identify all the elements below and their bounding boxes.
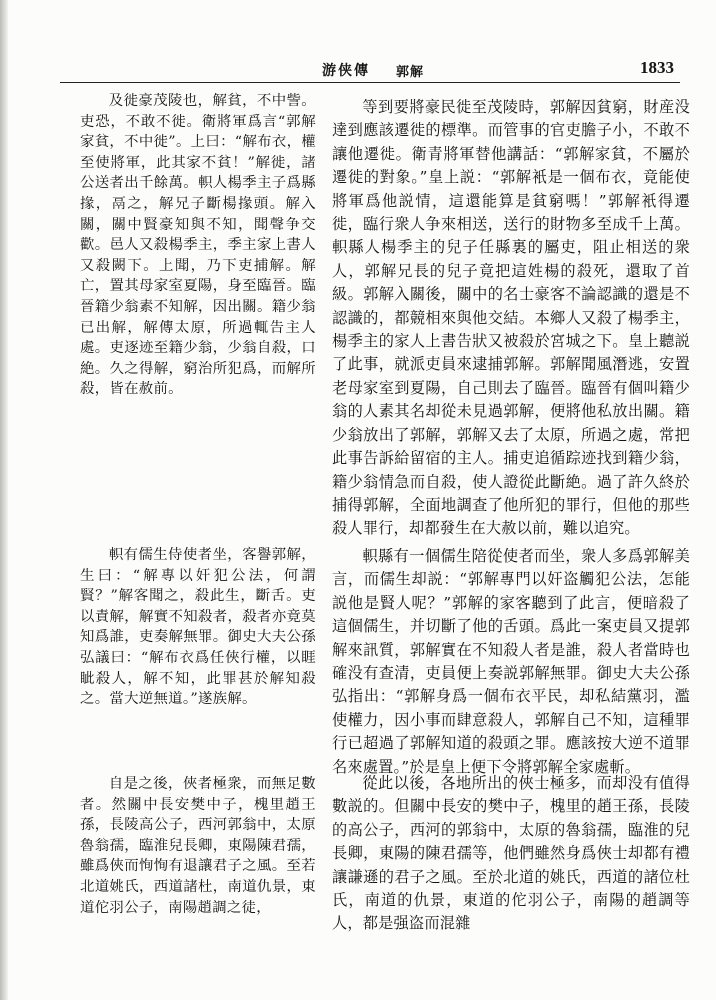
translation-paragraph-2 <box>332 545 690 779</box>
page-edge-shadow <box>0 0 8 1000</box>
running-title: 游侠傳 <box>322 63 370 79</box>
classical-text: 軹有儒生侍使者坐，客譽郭解，生曰：“解專以奸犯公法，何謂賢？”解客聞之，殺此生，斷舌。吏以責解，解實不知殺者，殺者亦竟莫知爲誰，吏奏解無罪。御史大夫公孫弘議曰：“解布衣爲任俠行權，以睚眦殺人，解不知，此罪甚於解知殺之。當大逆無道。”遂族解。 <box>80 547 316 708</box>
translation-text: 從此以後，各地所出的俠士極多，而却没有值得數説的。但關中長安的樊中子，槐里的趙王孫，長陵的高公子，西河的郭翁中，太原的魯翁孺，臨淮的兒長卿，東陽的陳君孺等，他們雖然身爲俠士却都有禮讓謙遜的君子之風。至於北道的姚氏，西道的諸位杜氏，南道的仇景，東道的佗羽公子，南陽的趙調等人，都是强盗而混雜 <box>332 774 690 933</box>
translation-paragraph-3 <box>332 772 690 936</box>
header-rule <box>60 82 680 83</box>
classical-text: 及徙豪茂陵也，解貧，不中訾。吏恐，不敢不徙。衛將軍爲言“郭解家貧，不中徙”。上曰：“解布衣，權至使將軍，此其家不貧！”解徙，諸公送者出千餘萬。軹人楊季主子爲縣掾，鬲之，解兄子斷楊掾頭。解入關，關中賢豪知與不知，聞聲争交歡。邑人又殺楊季主，季主家上書人又殺闕下。上聞，乃下吏捕解。解亡，置其母家室夏陽，身至臨晉。臨晉籍少翁素不知解，因出關。籍少翁已出解，解傳太原，所過輒告主人處。吏逐迹至籍少翁，少翁自殺，口絶。久之得解，窮治所犯爲，而解所殺，皆在赦前。 <box>80 93 316 398</box>
page-number: 1833 <box>640 58 674 77</box>
classical-text: 自是之後，俠者極衆，而無足數者。然關中長安樊中子，槐里趙王孫，長陵高公子，西河郭翁中，太原魯翁孺，臨淮兒長卿，東陽陳君孺，雖爲俠而恂恂有退讓君子之風。至若北道姚氏，西道諸杜，南道仇景，東道佗羽公子，南陽趙調之徒， <box>80 776 316 916</box>
translation-paragraph-1 <box>332 96 690 541</box>
classical-paragraph-1 <box>80 91 316 400</box>
translation-text: 等到要將豪民徙至茂陵時，郭解因貧窮，財産没達到應該遷徙的標準。而管事的官吏膽子小，不敢不讓他遷徙。衛青將軍替他講話：“郭解家貧，不屬於遷徙的對象。”皇上説：“郭解衹是一個布衣，竟能使將軍爲他説情，這還能算是貧窮嗎！”郭解衹得遷徙，臨行衆人争來相送，送行的財物多至成千上萬。軹縣人楊季主的兒子任縣裏的屬吏，阻止相送的衆人，郭解兄長的兒子竟把這姓楊的殺死，還取了首級。郭解入關後，關中的名士豪客不論認識的還是不認識的，都競相來與他交結。本鄉人又殺了楊季主，楊季主的家人上書告狀又被殺於宮城之下。皇上聽説了此事，就派吏員來逮捕郭解。郭解聞風潛逃，安置老母家室到夏陽，自己則去了臨晉。臨晉有個叫籍少翁的人素其名却從未見過郭解，便將他私放出關。籍少翁放出了郭解，郭解又去了太原，所過之處，常把此事告訴給留宿的主人。捕吏追循踪迹找到籍少翁，籍少翁情急而自殺，使人證從此斷絶。過了許久終於捕得郭解，全面地調查了他所犯的罪行，但他的那些殺人罪行，却都發生在大赦以前，難以追究。 <box>332 98 690 538</box>
classical-paragraph-3 <box>80 774 316 918</box>
running-section: 郭解 <box>396 65 425 80</box>
translation-text: 軹縣有一個儒生陪從使者而坐，衆人多爲郭解美言，而儒生却説：“郭解專門以奸盗觸犯公法，怎能説他是賢人呢？”郭解的家客聽到了此言，便暗殺了這個儒生，并切斷了他的舌頭。爲此一案吏員又提郭解來訊質，郭解實在不知殺人者是誰，殺人者當時也確没有查清，吏員便上奏説郭解無罪。御史大夫公孫弘指出：“郭解身爲一個布衣平民，却私結黨羽，濫使權力，因小事而肆意殺人，郭解自己不知，這種罪行已超過了郭解知道的殺頭之罪。應該按大逆不道罪名來處置。”於是皇上便下令將郭解全家處斬。 <box>332 547 690 776</box>
classical-paragraph-2 <box>80 545 316 710</box>
running-header <box>60 58 686 80</box>
